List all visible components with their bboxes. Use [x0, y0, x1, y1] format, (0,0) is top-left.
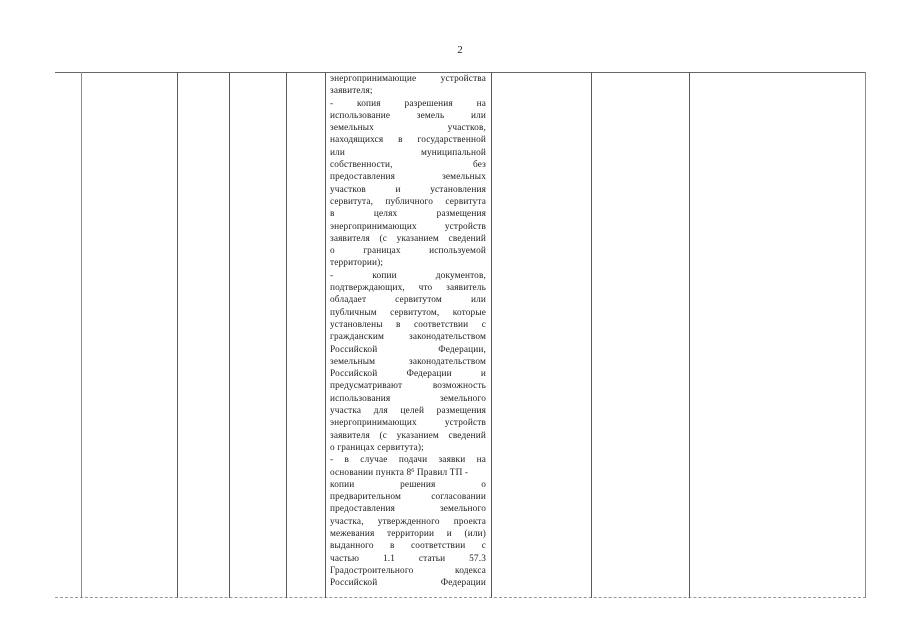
text-line: использования земельного: [330, 393, 486, 404]
text-line: участков и установления: [330, 184, 486, 195]
text-line: Российской Федерации,: [330, 344, 486, 355]
text-line: о границах сервитута);: [330, 442, 424, 453]
column-divider: [865, 72, 866, 598]
text-line: сервитута, публичного сервитута: [330, 196, 486, 207]
text-line: энергопринимающих устройств: [330, 418, 486, 429]
text-line: собственности, без: [330, 160, 486, 171]
text-line: - копия разрешения на: [330, 98, 486, 109]
text-line: земельным законодательством: [330, 356, 486, 367]
column-divider: [286, 72, 287, 598]
text-line: предусматривают возможность: [330, 381, 486, 392]
text-line: частью 1.1 статьи 57.3: [330, 553, 486, 564]
text-line: межевания территории и (или): [330, 528, 486, 539]
text-line: заявителя;: [330, 86, 373, 97]
text-line: Российской Федерации и: [330, 369, 486, 380]
text-line: территории);: [330, 258, 384, 269]
text-line: подтверждающих, что заявитель: [330, 283, 486, 294]
text-line: гражданским законодательством: [330, 332, 486, 343]
text-line: земельных участков,: [330, 123, 486, 134]
text-line: предварительном согласовании: [330, 492, 486, 503]
column-divider: [491, 72, 492, 598]
text-line: - копии документов,: [330, 270, 486, 281]
text-line-with-footnote: [330, 467, 486, 479]
text-line-part: основании пункта 8: [330, 467, 412, 478]
text-line: заявителя (с указанием сведений: [330, 233, 486, 244]
text-line: предоставления земельных: [330, 172, 486, 183]
text-line: в целях размещения: [330, 209, 486, 220]
page-number: 2: [457, 44, 463, 56]
text-line-part: Правил ТП -: [414, 467, 469, 478]
text-line: копии решения о: [330, 479, 486, 490]
column-divider: [591, 72, 592, 598]
text-line: предоставления земельного: [330, 504, 486, 515]
text-line: заявителя (с указанием сведений: [330, 430, 486, 441]
column-divider: [81, 72, 82, 598]
text-line: о границах используемой: [330, 246, 486, 257]
column-divider: [177, 72, 178, 598]
column-divider: [689, 72, 690, 598]
text-line: Градостроительного кодекса: [330, 565, 486, 576]
text-line: или муниципальной: [330, 147, 486, 158]
text-line: находящихся в государственной: [330, 135, 486, 146]
text-line: участка для целей размещения: [330, 406, 486, 417]
column-divider: [229, 72, 230, 598]
text-line: установлены в соответствии с: [330, 319, 486, 330]
text-line: использование земель или: [330, 110, 486, 121]
requirements-text-cell: [330, 73, 486, 589]
text-line: выданного в соответствии с: [330, 541, 486, 552]
text-line: Российской Федерации: [330, 578, 486, 589]
text-line: энергопринимающих устройств: [330, 221, 486, 232]
text-line: - в случае подачи заявки на: [330, 455, 486, 466]
text-line: участка, утвержденного проекта: [330, 516, 486, 527]
text-line: обладает сервитутом или: [330, 295, 486, 306]
text-line: публичным сервитутом, которые: [330, 307, 486, 318]
footnote-superscript: 6: [411, 467, 415, 474]
text-line: энергопринимающие устройства: [330, 74, 486, 84]
column-divider: [325, 72, 326, 598]
